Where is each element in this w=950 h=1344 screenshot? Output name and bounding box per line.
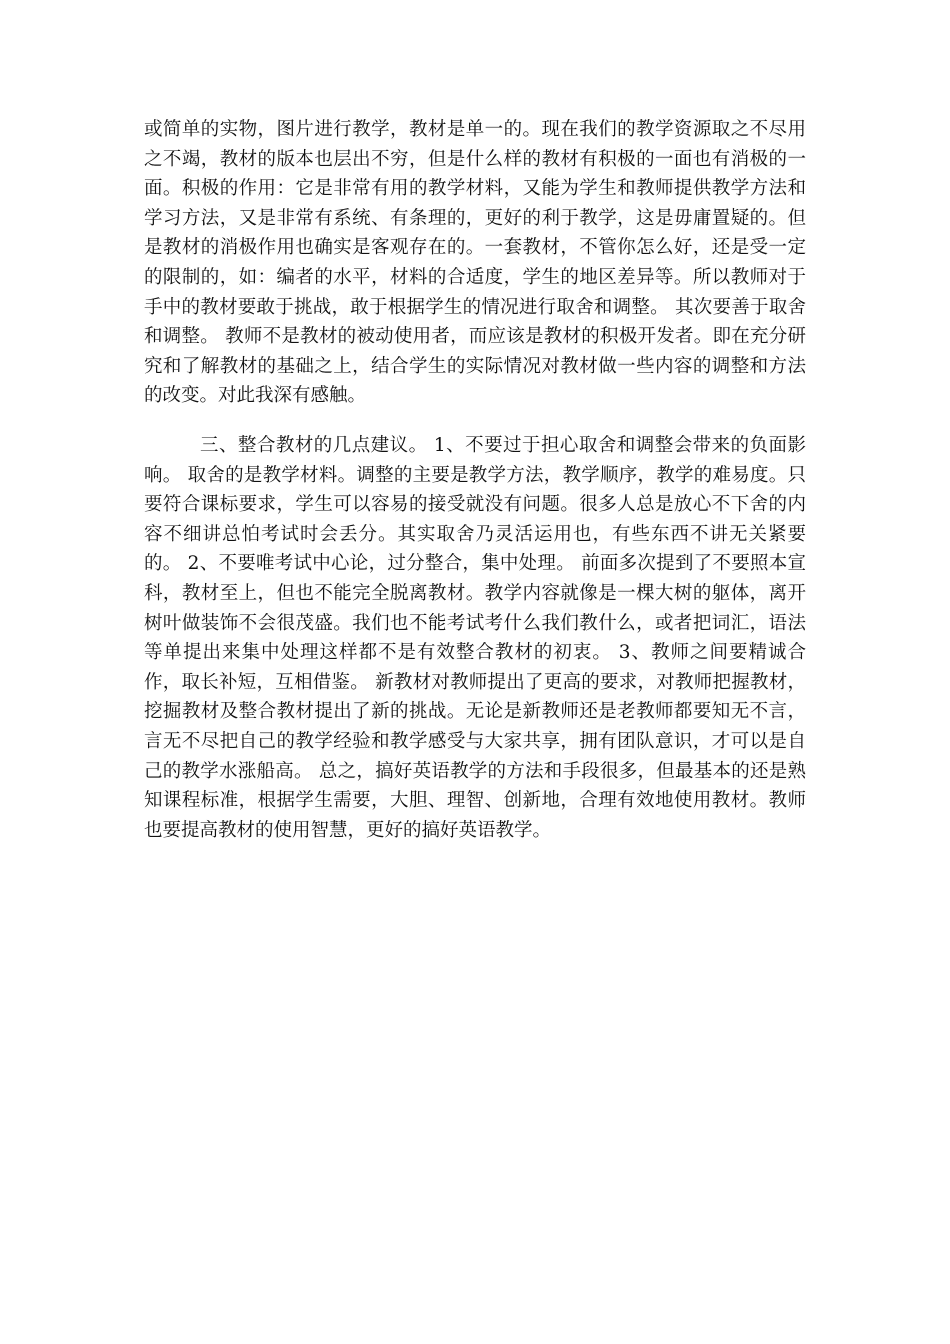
body-paragraph-1: 或简单的实物，图片进行教学，教材是单一的。现在我们的教学资源取之不尽用之不竭，教材的版本也层出不穷，但是什么样的教材有积极的一面也有消极的一面。积极的作用：它是非常有用的教学材料，又能为学生和教师提供教学方法和学习方法，又是非常有系统、有条理的，更好的利于教学，这是毋庸置疑的。但是教材的消极作用也确实是客观存在的。一套教材，不管你怎么好，还是受一定的限制的，如：编者的水平，材料的合适度，学生的地区差异等。所以教师对于手中的教材要敢于挑战，敢于根据学生的情况进行取舍和调整。 其次要善于取舍和调整。 教师不是教材的被动使用者，而应该是教材的积极开发者。即在充分研究和了解教材的基础之上，结合学生的实际情况对教材做一些内容的调整和方法的改变。对此我深有感触。 <box>144 119 806 407</box>
body-paragraph-2: 三、整合教材的几点建议。 1、不要过于担心取舍和调整会带来的负面影响。 取舍的是教学材料。调整的主要是教学方法，教学顺序，教学的难易度。只要符合课标要求，学生可以容易的接受就没有问题。很多人总是放心不下舍的内容不细讲总怕考试时会丢分。其实取舍乃灵活运用也，有些东西不讲无关紧要的。 2、不要唯考试中心论，过分整合，集中处理。 前面多次提到了不要照本宣科，教材至上，但也不能完全脱离教材。教学内容就像是一棵大树的躯体，离开树叶做装饰不会很茂盛。我们也不能考试考什么我们教什么，或者把词汇，语法等单提出来集中处理这样都不是有效整合教材的初衷。 3、教师之间要精诚合作，取长补短，互相借鉴。 新教材对教师提出了更高的要求，对教师把握教材，挖掘教材及整合教材提出了新的挑战。无论是新教师还是老教师都要知无不言，言无不尽把自己的教学经验和教学感受与大家共享，拥有团队意识，才可以是自己的教学水涨船高。 总之，搞好英语教学的方法和手段很多，但最基本的还是熟知课程标准，根据学生需要，大胆、理智、创新地，合理有效地使用教材。教师也要提高教材的使用智慧，更好的搞好英语教学。 <box>144 435 806 841</box>
